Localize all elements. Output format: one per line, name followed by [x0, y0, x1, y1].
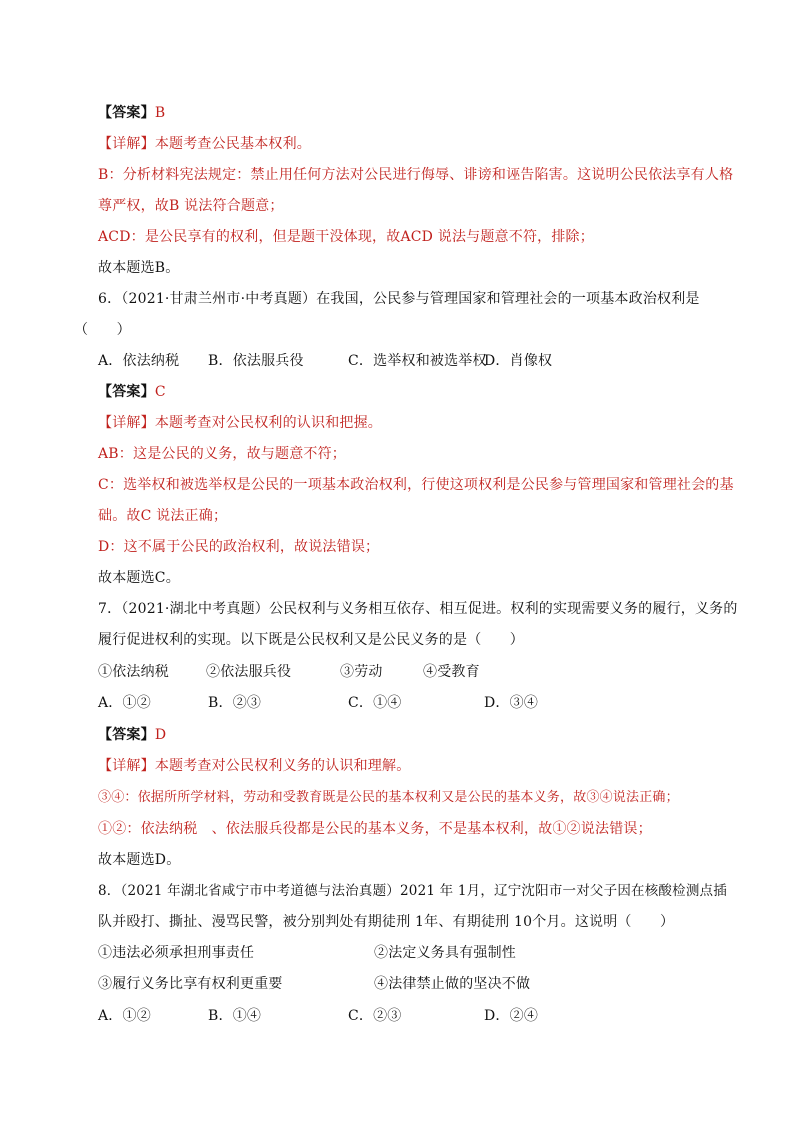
q5-conclusion: 故本题选B。 [98, 260, 180, 276]
q5-explain-line-2: 尊严权，故B 说法符合题意； [98, 198, 284, 214]
detail-text: 本题考查对公民权利义务的认识和理解。 [154, 758, 411, 774]
option-d: D．③④ [484, 695, 539, 711]
q7-answer [98, 726, 722, 744]
option-b: B．依法服兵役 [208, 353, 304, 369]
q5-explain-line-3: ACD：是公民享有的权利，但是题干没体现，故ACD 说法与题意不符，排除； [98, 229, 594, 245]
item-2: ②依法服兵役 [206, 664, 292, 680]
option-c: C．选举权和被选举权 [348, 353, 487, 369]
q6-explain-line-2: C：选举权和被选举权是公民的一项基本政治权利，行使这项权利是公民参与管理国家和管理社会的基 [98, 477, 734, 493]
item-4: ④受教育 [423, 664, 480, 680]
detail-tag: 【详解】 [98, 415, 155, 431]
q6-explain-line-4: D：这不属于公民的政治权利，故说法错误； [98, 539, 380, 555]
option-c: C．②③ [348, 1008, 402, 1024]
option-a: A．①② [98, 1008, 151, 1024]
answer-tag: 【答案】 [98, 727, 155, 743]
q6-explain-line-1: AB：这是公民的义务，故与题意不符； [98, 446, 346, 462]
option-a: A．依法纳税 [98, 353, 180, 369]
answer-value: C [154, 384, 166, 400]
q7-detail [98, 757, 722, 775]
answer-tag: 【答案】 [98, 384, 155, 400]
q5-detail [98, 135, 722, 153]
detail-tag: 【详解】 [98, 136, 155, 152]
q6-detail [98, 414, 722, 432]
answer-value: B [154, 105, 166, 121]
q5-answer [98, 104, 722, 122]
q7-explain-line-2: ①②：依法纳税 、依法服兵役都是公民的基本义务，不是基本权利，故①②说法错误； [98, 821, 652, 837]
item-1: ①违法必须承担刑事责任 [98, 945, 255, 961]
answer-value: D [154, 727, 167, 743]
item-3: ③劳动 [340, 664, 383, 680]
q7-conclusion: 故本题选D。 [98, 852, 181, 868]
item-1: ①依法纳税 [98, 664, 169, 680]
q8-stem-line-1: 8．（2021 年湖北省咸宁市中考道德与法治真题）2021 年 1月，辽宁沈阳市一对父子因在核酸检测点插 [98, 883, 727, 899]
item-3: ③履行义务比享有权利更重要 [98, 976, 283, 992]
option-d: D．②④ [484, 1008, 539, 1024]
q6-answer [98, 383, 722, 401]
detail-text: 本题考查对公民权利的认识和把握。 [154, 415, 383, 431]
option-d: D．肖像权 [484, 353, 553, 369]
q6-conclusion: 故本题选C。 [98, 570, 180, 586]
q6-stem-line-2: （ ） [74, 322, 131, 338]
q5-explain-line-1: B：分析材料宪法规定：禁止用任何方法对公民进行侮辱、诽谤和诬告陷害。这说明公民依法享有人格 [98, 167, 734, 183]
q6-explain-line-3: 础。故C 说法正确； [98, 508, 228, 524]
answer-tag: 【答案】 [98, 105, 155, 121]
option-c: C．①④ [348, 695, 402, 711]
detail-text: 本题考查公民基本权利。 [154, 136, 312, 152]
q8-stem-line-2: 队并殴打、撕扯、漫骂民警，被分别判处有期徒刑 1年、有期徒刑 10个月。这说明（ ） [98, 914, 675, 930]
item-2: ②法定义务具有强制性 [374, 945, 516, 961]
q6-stem-line-1: 6．（2021·甘肃兰州市·中考真题）在我国，公民参与管理国家和管理社会的一项基本政治权利是 [98, 291, 700, 307]
q7-explain-line-1: ③④：依据所所学材料，劳动和受教育既是公民的基本权利又是公民的基本义务，故③④说法正确； [98, 790, 679, 805]
q7-stem-line-1: 7．（2021·湖北中考真题）公民权利与义务相互依存、相互促进。权利的实现需要义务的履行，义务的 [98, 601, 738, 617]
option-b: B．①④ [208, 1008, 262, 1024]
q7-stem-line-2: 履行促进权利的实现。以下既是公民权利又是公民义务的是（ ） [98, 632, 524, 648]
detail-tag: 【详解】 [98, 758, 155, 774]
item-4: ④法律禁止做的坚决不做 [374, 976, 531, 992]
option-b: B．②③ [208, 695, 262, 711]
option-a: A．①② [98, 695, 151, 711]
